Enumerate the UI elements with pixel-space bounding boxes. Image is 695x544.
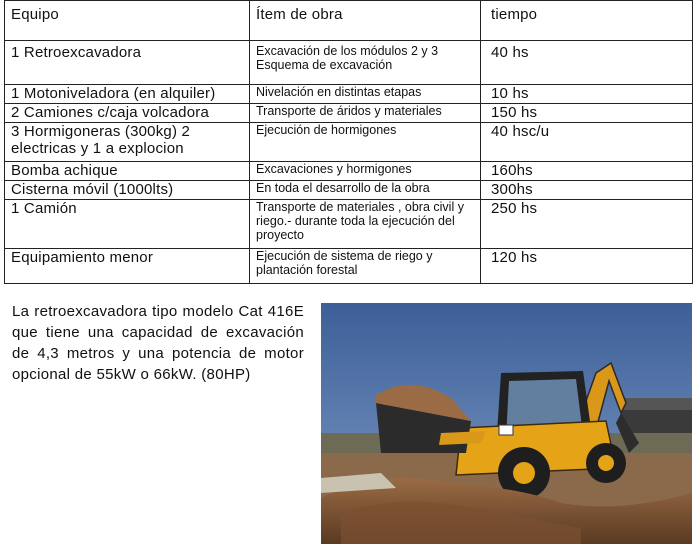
cell-item: Excavaciones y hormigones [250, 162, 481, 181]
cell-equipo: 1 Motoniveladora (en alquiler) [5, 85, 250, 104]
cell-tiempo: 300hs [481, 181, 693, 200]
table-row [5, 85, 693, 104]
table-row [5, 41, 693, 85]
cell-tiempo: 250 hs [481, 200, 693, 249]
cell-tiempo: 160hs [481, 162, 693, 181]
cell-tiempo: 150 hs [481, 104, 693, 123]
table-row [5, 162, 693, 181]
backhoe-photo [321, 303, 692, 544]
cell-tiempo: 40 hsc/u [481, 123, 693, 162]
cell-item: Transporte de materiales , obra civil y riego.- durante toda la ejecución del proyecto [250, 200, 481, 249]
cell-equipo: 1 Retroexcavadora [5, 41, 250, 85]
cell-item: En toda el desarrollo de la obra [250, 181, 481, 200]
table-header-row [5, 1, 693, 41]
header-tiempo: tiempo [481, 1, 693, 41]
cell-item: Nivelación en distintas etapas [250, 85, 481, 104]
table-row [5, 249, 693, 284]
cell-item: Ejecución de sistema de riego y plantación forestal [250, 249, 481, 284]
cell-tiempo: 40 hs [481, 41, 693, 85]
cell-item: Ejecución de hormigones [250, 123, 481, 162]
cell-tiempo: 120 hs [481, 249, 693, 284]
table-row [5, 181, 693, 200]
cell-equipo: Bomba achique [5, 162, 250, 181]
cell-equipo: 2 Camiones c/caja volcadora [5, 104, 250, 123]
description-paragraph: La retroexcavadora tipo modelo Cat 416E que tiene una capacidad de excavación de 4,3 metros y una potencia de motor opcional de 55kW o 66kW. (80HP) [12, 303, 304, 383]
table-row [5, 200, 693, 249]
equipment-table [4, 0, 693, 284]
cell-item: Transporte de áridos y materiales [250, 104, 481, 123]
table-row [5, 123, 693, 162]
backhoe-illustration [321, 303, 692, 544]
cell-equipo: Cisterna móvil (1000lts) [5, 181, 250, 200]
header-item: Ítem de obra [250, 1, 481, 41]
cell-equipo: 1 Camión [5, 200, 250, 249]
table-row [5, 104, 693, 123]
header-equipo: Equipo [5, 1, 250, 41]
cell-tiempo: 10 hs [481, 85, 693, 104]
cell-item: Excavación de los módulos 2 y 3 Esquema de excavación [250, 41, 481, 85]
cell-equipo: Equipamiento menor [5, 249, 250, 284]
cell-equipo: 3 Hormigoneras (300kg) 2 electricas y 1 a explocion [5, 123, 250, 162]
